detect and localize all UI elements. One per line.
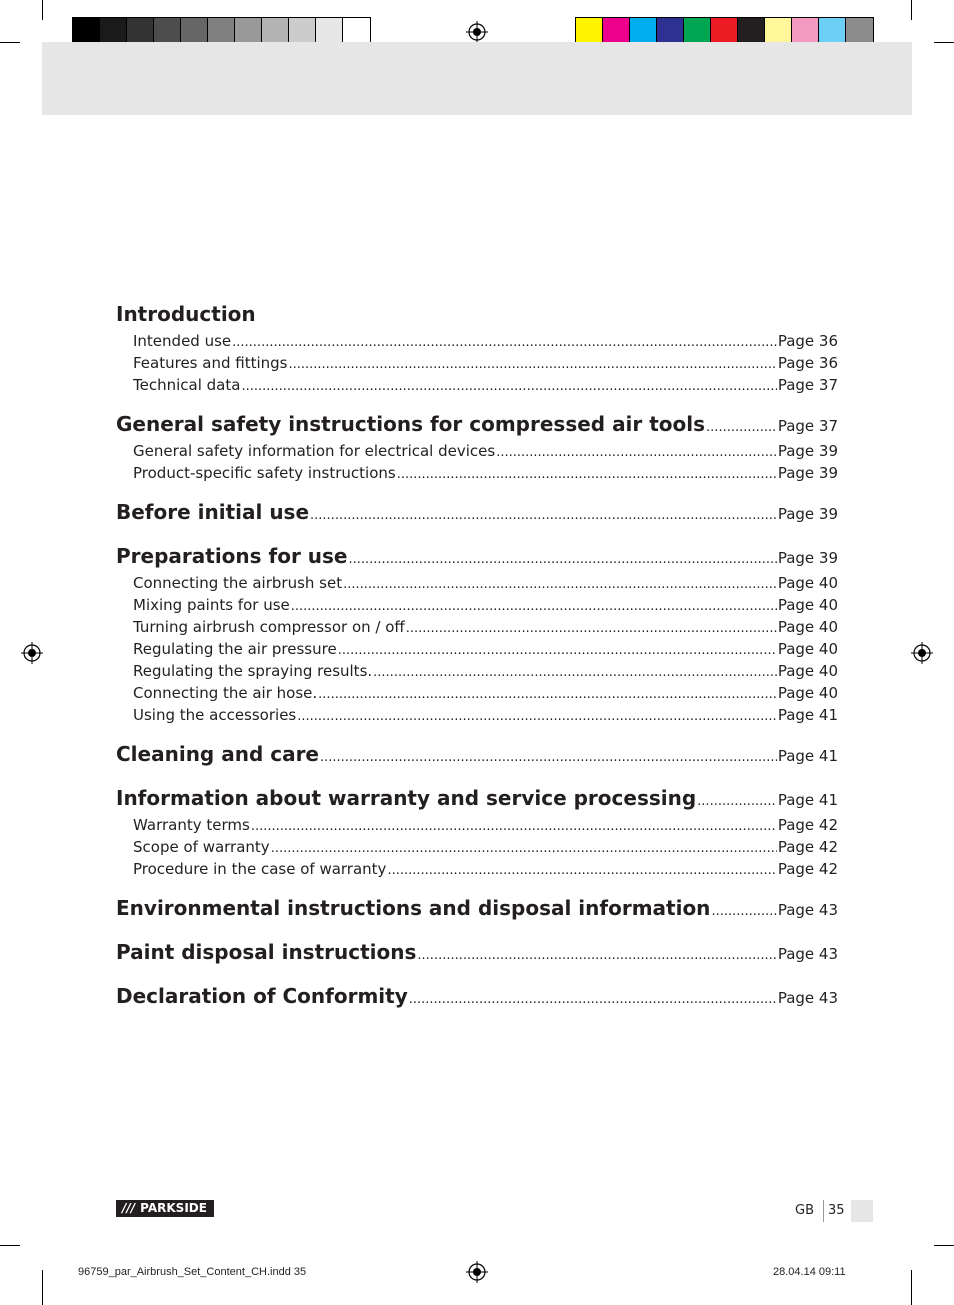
toc-item-title: Intended use bbox=[133, 332, 232, 350]
language-code: GB bbox=[795, 1203, 814, 1218]
dot-leader bbox=[387, 860, 776, 882]
toc-item bbox=[116, 638, 838, 660]
toc-section-page: Page 41 bbox=[777, 747, 838, 765]
toc-item bbox=[116, 858, 838, 880]
toc-section bbox=[116, 540, 838, 572]
toc-section-title: Introduction bbox=[116, 302, 256, 326]
toc-item bbox=[116, 572, 838, 594]
toc-item-page: Page 40 bbox=[777, 574, 838, 592]
toc-item bbox=[116, 594, 838, 616]
toc-item-title: Warranty terms bbox=[133, 816, 250, 834]
toc-item-page: Page 42 bbox=[777, 816, 838, 834]
toc-section-page: Page 43 bbox=[777, 945, 838, 963]
crop-mark bbox=[42, 1270, 43, 1305]
page-number: 35 bbox=[828, 1203, 845, 1218]
toc-section bbox=[116, 496, 838, 528]
toc-item bbox=[116, 330, 838, 352]
toc-item-page: Page 42 bbox=[777, 860, 838, 878]
toc-item-title: Connecting the airbrush set bbox=[133, 574, 343, 592]
crop-mark bbox=[911, 0, 912, 20]
dot-leader bbox=[310, 500, 777, 532]
toc-item bbox=[116, 374, 838, 396]
toc-section-title: Paint disposal instructions bbox=[116, 940, 417, 964]
crop-mark bbox=[42, 0, 43, 20]
registration-mark-icon bbox=[911, 642, 933, 664]
dot-leader bbox=[343, 574, 777, 596]
toc-item-title: Using the accessories bbox=[133, 706, 297, 724]
toc-item-title: Features and fittings bbox=[133, 354, 288, 372]
dot-leader bbox=[241, 376, 776, 398]
dot-leader bbox=[271, 838, 777, 860]
toc-section-page: Page 43 bbox=[777, 901, 838, 919]
brand-name: PARKSIDE bbox=[140, 1201, 207, 1215]
toc-section bbox=[116, 408, 838, 440]
crop-mark bbox=[934, 42, 954, 43]
dot-leader bbox=[406, 618, 777, 640]
toc-item bbox=[116, 616, 838, 638]
registration-mark-icon bbox=[466, 21, 488, 43]
dot-leader bbox=[251, 816, 777, 838]
toc-item bbox=[116, 660, 838, 682]
dot-leader bbox=[320, 742, 777, 774]
toc-item-page: Page 41 bbox=[777, 706, 838, 724]
dot-leader bbox=[409, 984, 777, 1016]
crop-mark bbox=[0, 42, 20, 43]
toc-section bbox=[116, 738, 838, 770]
toc-item-title: Scope of warranty bbox=[133, 838, 270, 856]
toc-section-page: Page 37 bbox=[777, 417, 838, 435]
toc-section bbox=[116, 782, 838, 814]
toc-item-page: Page 40 bbox=[777, 618, 838, 636]
toc-item bbox=[116, 836, 838, 858]
toc-item bbox=[116, 352, 838, 374]
toc-item-page: Page 36 bbox=[777, 332, 838, 350]
toc-item-page: Page 40 bbox=[777, 684, 838, 702]
toc-item-title: Turning airbrush compressor on / off bbox=[133, 618, 405, 636]
toc-item-title: General safety information for electrical devices bbox=[133, 442, 496, 460]
page-tab bbox=[851, 1200, 873, 1222]
toc-item-page: Page 40 bbox=[777, 662, 838, 680]
toc-section-title: Before initial use bbox=[116, 500, 310, 524]
toc-item-page: Page 36 bbox=[777, 354, 838, 372]
toc-item-title: Technical data bbox=[133, 376, 241, 394]
crop-mark bbox=[911, 1270, 912, 1305]
toc-item-page: Page 40 bbox=[777, 596, 838, 614]
toc-section-page: Page 39 bbox=[777, 549, 838, 567]
toc-item bbox=[116, 462, 838, 484]
toc-item-title: Regulating the air pressure bbox=[133, 640, 337, 658]
dot-leader bbox=[417, 940, 776, 972]
dot-leader bbox=[349, 544, 777, 576]
dot-leader bbox=[318, 684, 777, 706]
slug-filename: 96759_par_Airbrush_Set_Content_CH.indd 35 bbox=[78, 1266, 307, 1278]
toc-section-title: Environmental instructions and disposal information bbox=[116, 896, 711, 920]
toc-item-page: Page 40 bbox=[777, 640, 838, 658]
registration-mark-icon bbox=[466, 1261, 488, 1283]
dot-leader bbox=[297, 706, 777, 728]
crop-mark bbox=[0, 1245, 20, 1246]
toc-item bbox=[116, 682, 838, 704]
toc-section-title: Cleaning and care bbox=[116, 742, 319, 766]
dot-leader bbox=[397, 464, 777, 486]
toc-item-title: Procedure in the case of warranty bbox=[133, 860, 387, 878]
slug-timestamp: 28.04.14 09:11 bbox=[773, 1266, 846, 1278]
dot-leader bbox=[697, 786, 777, 818]
toc-item bbox=[116, 440, 838, 462]
toc-item-title: Mixing paints for use bbox=[133, 596, 290, 614]
table-of-contents bbox=[116, 298, 838, 1012]
dot-leader bbox=[373, 662, 777, 684]
dot-leader bbox=[711, 896, 776, 928]
brand-logo bbox=[116, 1200, 214, 1217]
toc-item-title: Connecting the air hose. bbox=[133, 684, 318, 702]
toc-section-title: General safety instructions for compressed air tools bbox=[116, 412, 706, 436]
toc-section-page: Page 41 bbox=[777, 791, 838, 809]
toc-item-page: Page 42 bbox=[777, 838, 838, 856]
toc-section bbox=[116, 298, 838, 330]
dot-leader bbox=[288, 354, 776, 376]
toc-section-page: Page 43 bbox=[777, 989, 838, 1007]
toc-item-page: Page 37 bbox=[777, 376, 838, 394]
registration-mark-icon bbox=[21, 642, 43, 664]
dot-leader bbox=[338, 640, 777, 662]
toc-section-page: Page 39 bbox=[777, 505, 838, 523]
dot-leader bbox=[291, 596, 777, 618]
toc-item-page: Page 39 bbox=[777, 464, 838, 482]
toc-section-title: Declaration of Conformity bbox=[116, 984, 408, 1008]
toc-item-page: Page 39 bbox=[777, 442, 838, 460]
toc-section bbox=[116, 892, 838, 924]
toc-item-title: Product-specific safety instructions bbox=[133, 464, 396, 482]
toc-section bbox=[116, 936, 838, 968]
footer-divider bbox=[823, 1200, 824, 1222]
dot-leader bbox=[706, 412, 777, 444]
toc-item-title: Regulating the spraying results. bbox=[133, 662, 373, 680]
toc-section-title: Information about warranty and service processing bbox=[116, 786, 697, 810]
toc-item bbox=[116, 814, 838, 836]
header-band bbox=[42, 42, 912, 115]
logo-slashes-icon: /// bbox=[122, 1201, 136, 1215]
toc-section-title: Preparations for use bbox=[116, 544, 348, 568]
crop-mark bbox=[934, 1245, 954, 1246]
toc-item bbox=[116, 704, 838, 726]
dot-leader bbox=[232, 332, 777, 354]
toc-section bbox=[116, 980, 838, 1012]
dot-leader bbox=[496, 442, 777, 464]
